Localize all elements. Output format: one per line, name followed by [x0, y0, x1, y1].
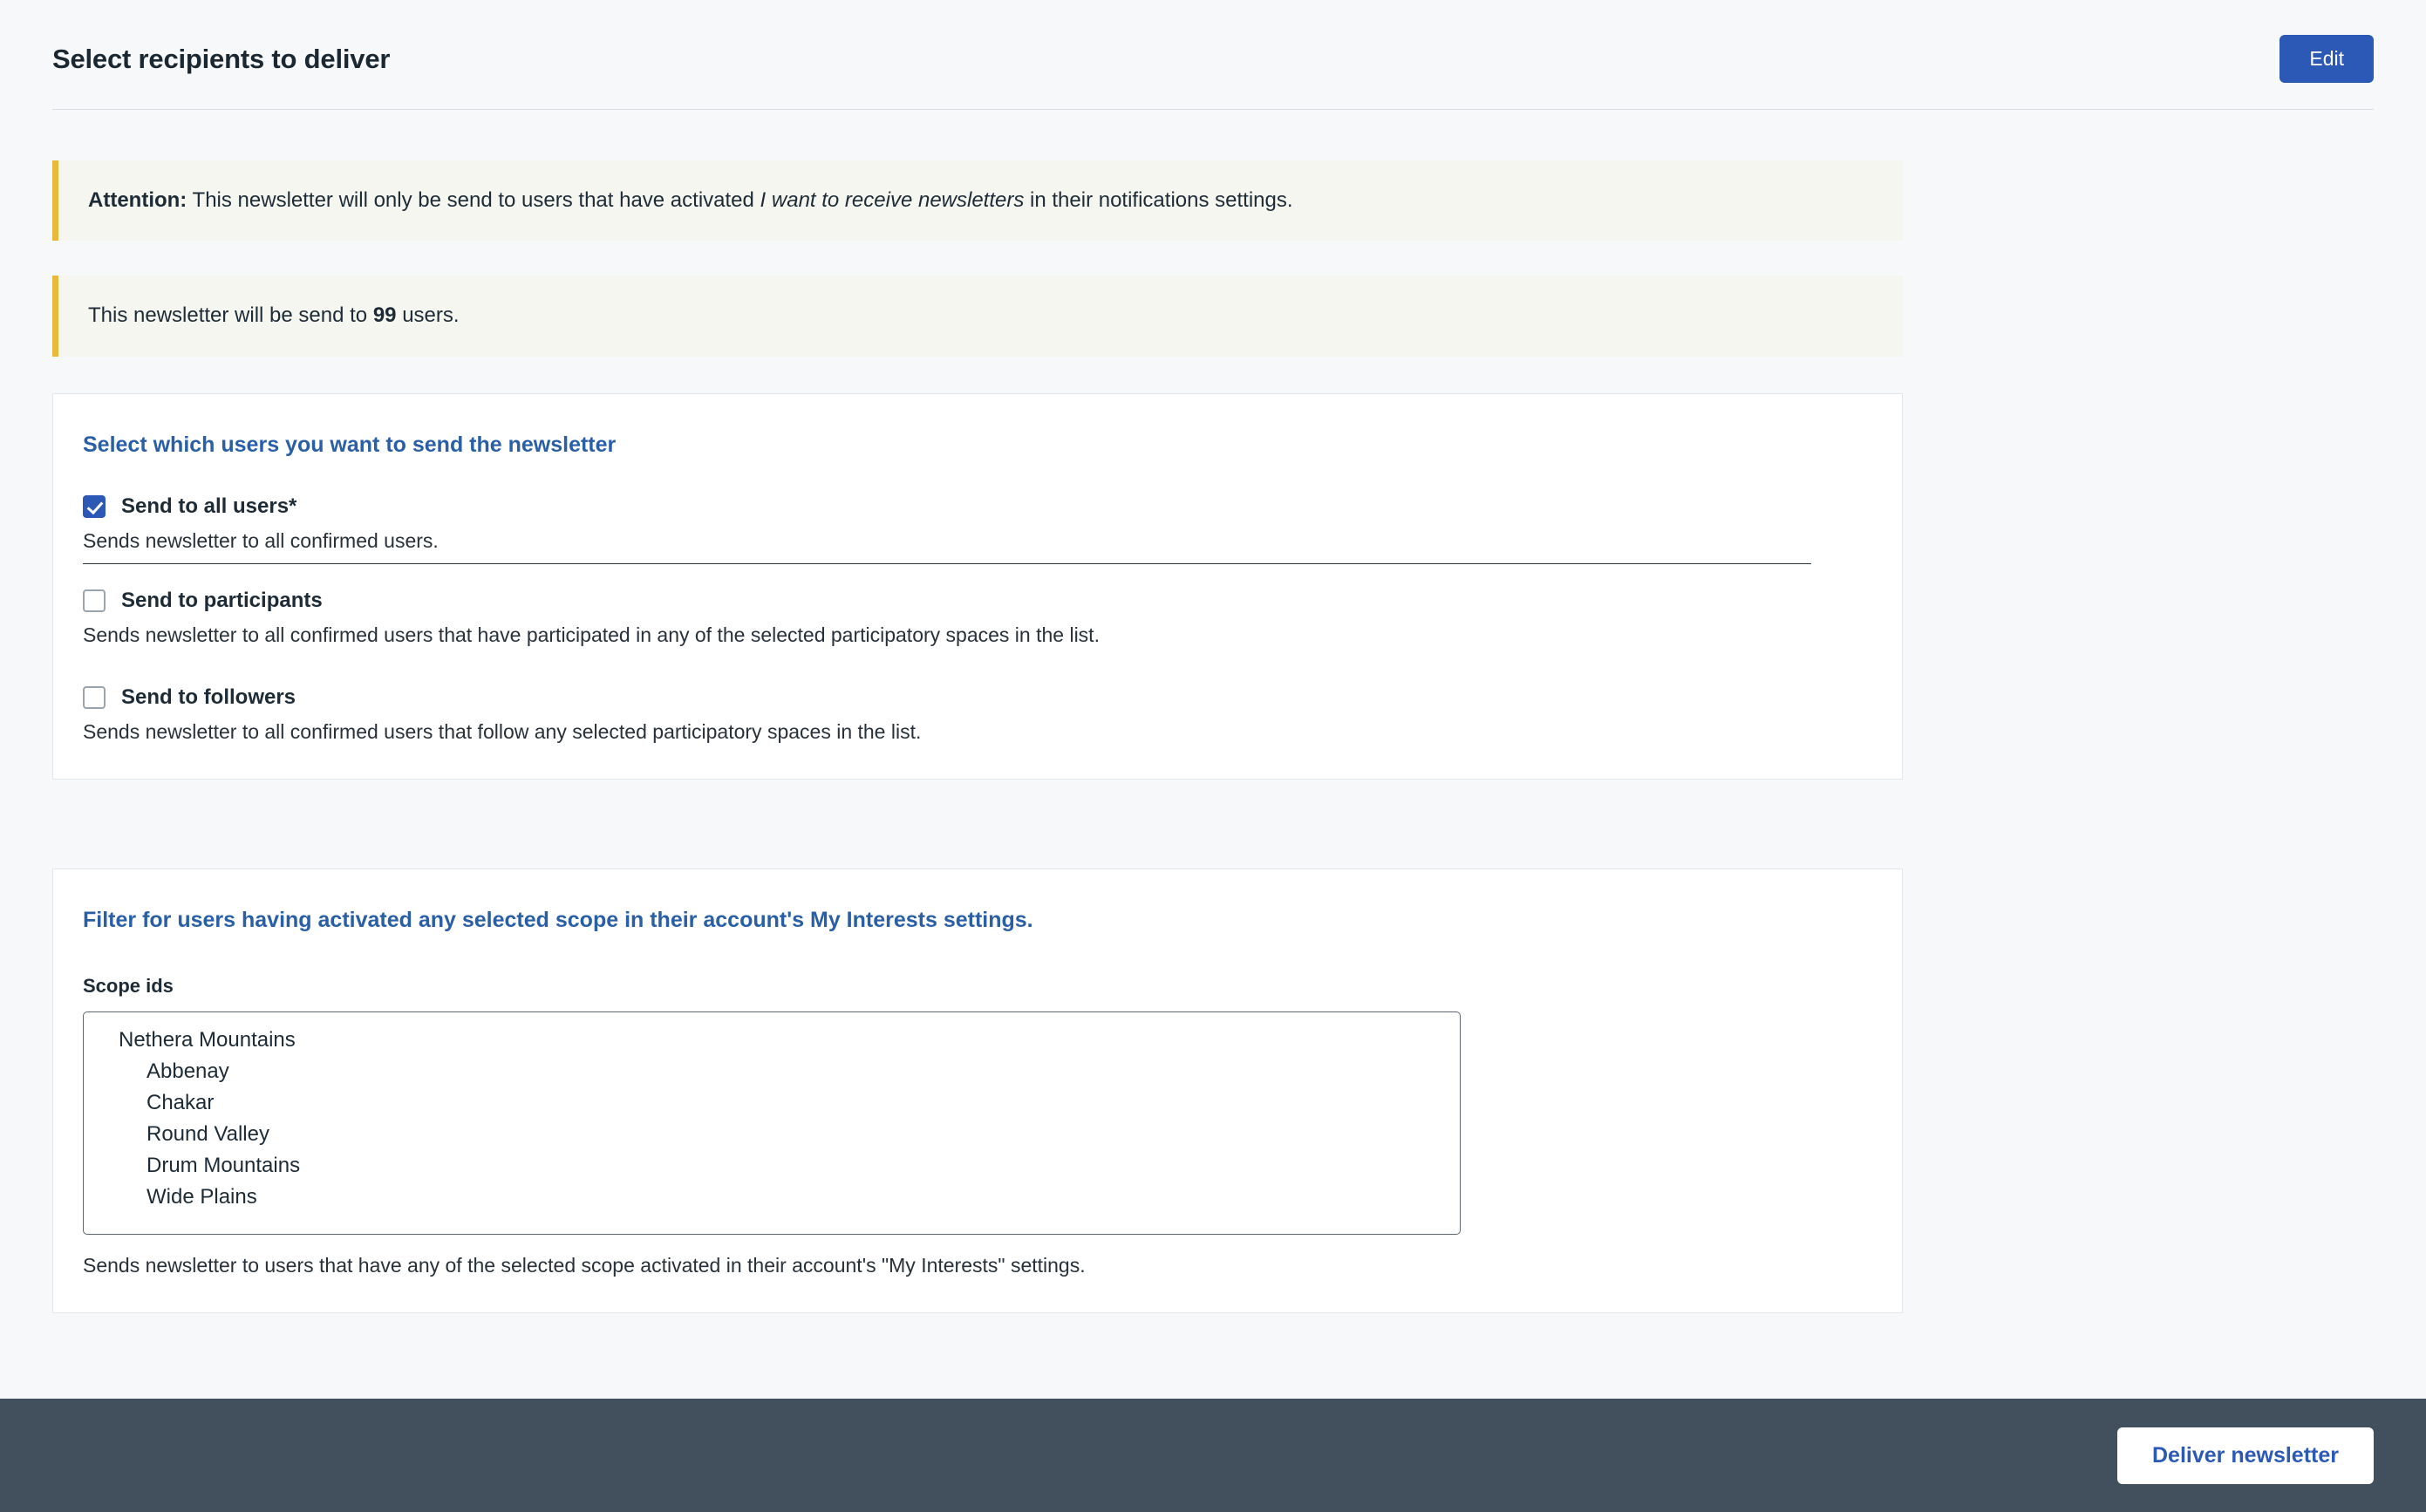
scope-option[interactable]: Abbenay — [147, 1059, 229, 1083]
scope-ids-label: Scope ids — [83, 974, 174, 997]
sticky-footer — [0, 1399, 2426, 1512]
count-text-before: This newsletter will be send to — [88, 303, 368, 328]
attention-text-after: in their notifications settings. — [1030, 188, 1293, 212]
scope-filter-panel — [52, 868, 1903, 1313]
attention-label: Attention: — [88, 188, 187, 212]
scope-option[interactable]: Wide Plains — [147, 1184, 257, 1209]
scope-option[interactable]: Nethera Mountains — [119, 1027, 296, 1052]
send-to-participants-checkbox[interactable] — [83, 589, 106, 612]
scope-ids-help: Sends newsletter to users that have any of the selected scope activated in their account's "My Interests" settings. — [83, 1253, 1086, 1277]
page-title: Select recipients to deliver — [52, 43, 391, 74]
attention-emphasis: I want to receive newsletters — [760, 188, 1025, 212]
send-to-followers-checkbox[interactable] — [83, 686, 106, 709]
scope-ids-listbox[interactable] — [83, 1011, 1461, 1235]
send-to-participants-label: Send to participants — [121, 588, 323, 612]
send-to-participants-help: Sends newsletter to all confirmed users that have participated in any of the selected participatory spaces in the list. — [83, 623, 1100, 646]
scope-option[interactable]: Round Valley — [147, 1121, 269, 1146]
count-value: 99 — [372, 303, 397, 328]
attention-text-before: This newsletter will only be send to users that have activated — [192, 188, 754, 212]
send-to-followers-label: Send to followers — [121, 684, 296, 709]
page-header — [0, 0, 2426, 83]
header-divider — [52, 109, 2374, 110]
deliver-newsletter-button[interactable]: Deliver newsletter — [2117, 1427, 2374, 1484]
recipient-count-callout — [52, 276, 1903, 356]
select-users-title: Select which users you want to send the newsletter — [83, 432, 617, 457]
option-send-to-followers[interactable] — [83, 685, 1872, 710]
panel-spacer — [52, 780, 2374, 832]
count-text-after: users. — [402, 303, 460, 328]
edit-button[interactable]: Edit — [2279, 35, 2374, 83]
send-to-all-users-label: Send to all users* — [121, 494, 297, 518]
option-send-to-all-users[interactable] — [83, 494, 1872, 519]
scope-option[interactable]: Drum Mountains — [147, 1153, 301, 1177]
send-to-all-users-checkbox[interactable] — [83, 495, 106, 518]
main-content — [0, 160, 2426, 1313]
select-users-panel — [52, 393, 1903, 780]
send-to-all-users-help: Sends newsletter to all confirmed users. — [83, 529, 1811, 564]
scope-option[interactable]: Chakar — [147, 1090, 215, 1114]
option-send-to-participants[interactable] — [83, 589, 1872, 613]
send-to-followers-help: Sends newsletter to all confirmed users that follow any selected participatory spaces in the list. — [83, 719, 922, 743]
scope-filter-title: Filter for users having activated any selected scope in their account's My Interests settings. — [83, 907, 1033, 932]
attention-callout — [52, 160, 1903, 241]
